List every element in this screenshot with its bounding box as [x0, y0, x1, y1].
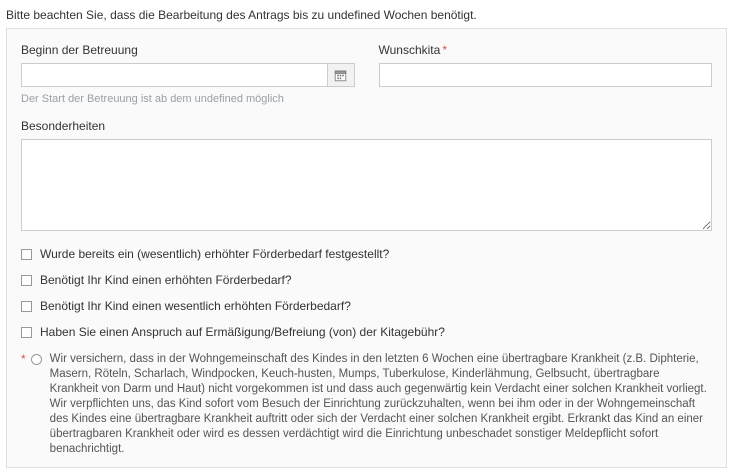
required-marker: * [442, 43, 447, 57]
checkbox-row-fee-reduction-claim[interactable] [21, 326, 712, 339]
processing-time-notice: Bitte beachten Sie, dass die Bearbeitung des Antrags bis zu undefined Wochen benötigt. [6, 8, 477, 22]
form-panel [6, 28, 727, 468]
checkbox-label: Benötigt Ihr Kind einen erhöhten Förderbedarf? [40, 273, 292, 287]
start-date-label: Beginn der Betreuung [21, 43, 138, 57]
calendar-icon[interactable] [327, 63, 355, 87]
wish-kita-label-text: Wunschkita [378, 43, 441, 57]
notes-label: Besonderheiten [21, 119, 106, 133]
start-date-field-group [21, 43, 355, 105]
notes-textarea[interactable] [21, 139, 712, 231]
checkbox-icon[interactable] [21, 327, 32, 338]
wish-kita-field-group [379, 43, 713, 105]
checkbox-row-needs-increased-support[interactable] [21, 274, 712, 287]
checkbox-icon[interactable] [21, 275, 32, 286]
required-marker: * [21, 352, 26, 366]
wish-kita-label [379, 43, 713, 57]
checkbox-group [21, 248, 712, 339]
health-declaration[interactable] [21, 352, 712, 457]
spacer [21, 105, 712, 119]
checkbox-row-increased-support-determined[interactable] [21, 248, 712, 261]
radio-icon[interactable] [31, 354, 42, 365]
checkbox-label: Haben Sie einen Anspruch auf Ermäßigung/Befreiung (von) der Kitagebühr? [40, 325, 445, 339]
start-date-input-wrap [21, 63, 355, 87]
checkbox-icon[interactable] [21, 301, 32, 312]
checkbox-label: Benötigt Ihr Kind einen wesentlich erhöhten Förderbedarf? [40, 299, 351, 313]
notes-field-group [21, 119, 712, 234]
checkbox-icon[interactable] [21, 249, 32, 260]
wish-kita-input[interactable] [379, 63, 713, 87]
checkbox-row-needs-substantially-increased-support[interactable] [21, 300, 712, 313]
start-date-input[interactable] [21, 63, 327, 87]
start-date-hint: Der Start der Betreuung ist ab dem undefined möglich [21, 93, 284, 105]
date-and-kita-row [21, 43, 712, 105]
checkbox-label: Wurde bereits ein (wesentlich) erhöhter Förderbedarf festgestellt? [40, 247, 390, 261]
health-declaration-text: Wir versichern, dass in der Wohngemeinschaft des Kindes in den letzten 6 Wochen eine übertragbare Krankheit (z.B. Diphterie, Masern, Röteln, Scharlach, Windpocken, Keuch-husten, Mumps, Tuberkulose, Kinderlähmung, Gelbsucht, übertragbare Krankheit von Darm und Haut) nicht vorgekommen ist und dass auch gegenwärtig kein Verdacht einer solchen Krankheit vorliegt. Wir verpflichten uns, das Kind sofort vom Besuch der Einrichtung zurückzuhalten, wenn bei ihm oder in der Wohngemeinschaft des Kindes eine übertragbare Krankheit auftritt oder sich der Verdacht einer solchen Krankheit ergibt. Erkrankt das Kind an einer übertragbaren Krankheit oder wird es dessen verdächtigt wird die Einrichtung unbeschadet sonstiger Meldepflicht sofort benachrichtigt. [49, 353, 707, 455]
wish-kita-input-wrap [379, 63, 713, 87]
